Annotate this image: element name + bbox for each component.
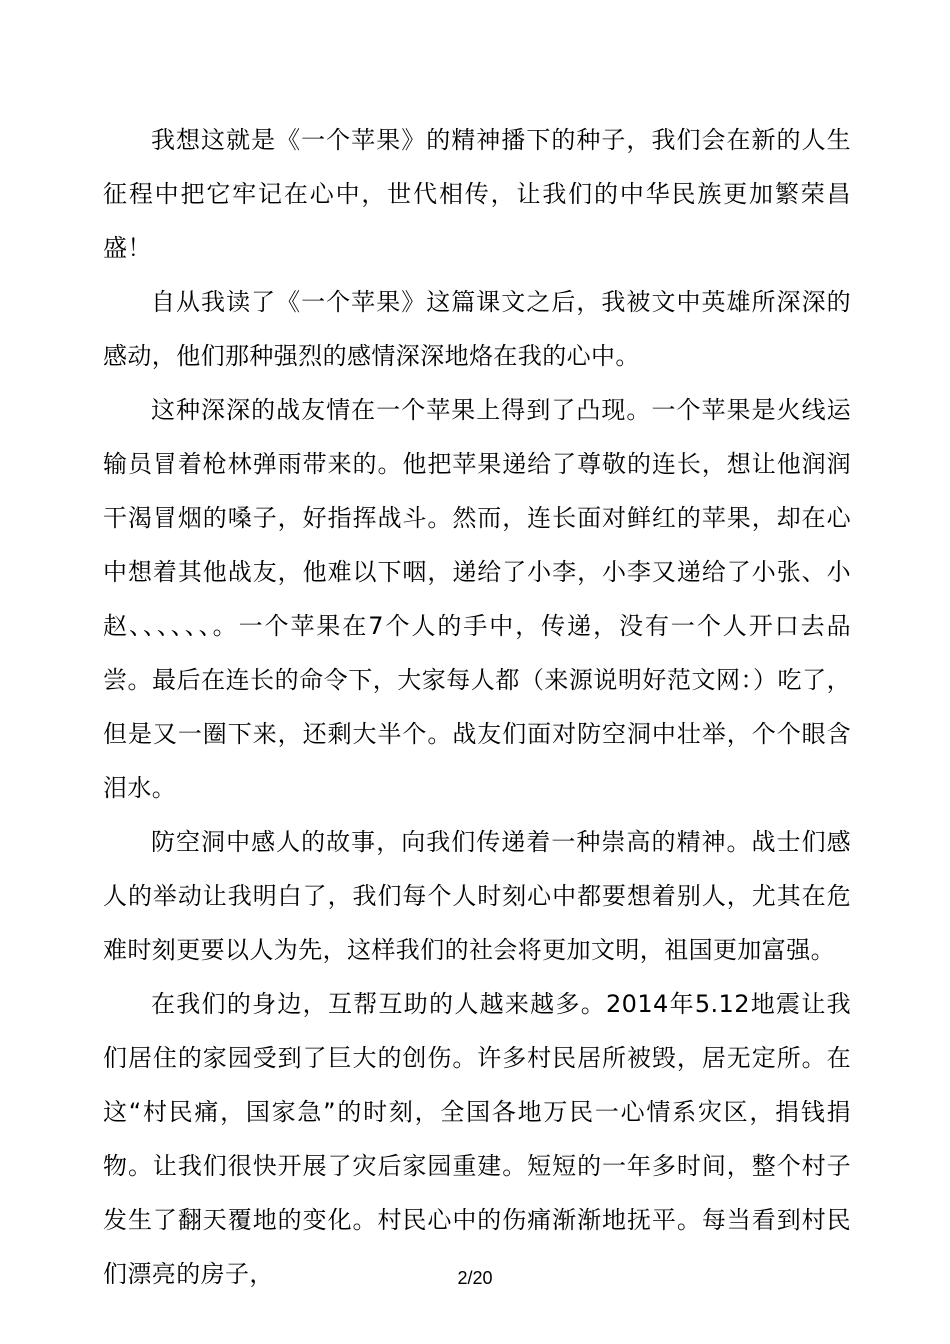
- paragraph-3: 这种深深的战友情在一个苹果上得到了凸现。一个苹果是火线运输员冒着枪林弹雨带来的。他把苹果递给了尊敬的连长，想让他润润干渴冒烟的嗓子，好指挥战斗。然而，连长面对鲜红的苹果，却在心中想着其他战友，他难以下咽，递给了小李，小李又递给了小张、小赵、、、、、、。一个苹果在7个人的手中，传递，没有一个人开口去品尝。最后在连长的命令下，大家每人都（来源说明好范文网：）吃了，但是又一圈下来，还剩大半个。战友们面对防空洞中壮举，个个眼含泪水。: [103, 396, 851, 802]
- page-number: 2/20: [457, 1268, 493, 1288]
- paragraph-1: 我想这就是《一个苹果》的精神播下的种子，我们会在新的人生征程中把它牢记在心中，世代相传，让我们的中华民族更加繁荣昌盛！: [103, 126, 851, 262]
- document-body: [103, 113, 851, 1301]
- paragraph-5: 在我们的身边，互帮互助的人越来越多。2014年5.12地震让我们居住的家园受到了巨大的创伤。许多村民居所被毁，居无定所。在这“村民痛，国家急”的时刻，全国各地万民一心情系灾区，捐钱捐物。让我们很快开展了灾后家园重建。短短的一年多时间，整个村子发生了翻天覆地的变化。村民心中的伤痛渐渐地抚平。每当看到村民们漂亮的房子，: [103, 990, 851, 1288]
- paragraph-2: 自从我读了《一个苹果》这篇课文之后，我被文中英雄所深深的感动，他们那种强烈的感情深深地烙在我的心中。: [103, 288, 851, 370]
- paragraph-4: 防空洞中感人的故事，向我们传递着一种崇高的精神。战士们感人的举动让我明白了，我们每个人时刻心中都要想着别人，尤其在危难时刻更要以人为先，这样我们的社会将更加文明，祖国更加富强。: [103, 828, 851, 964]
